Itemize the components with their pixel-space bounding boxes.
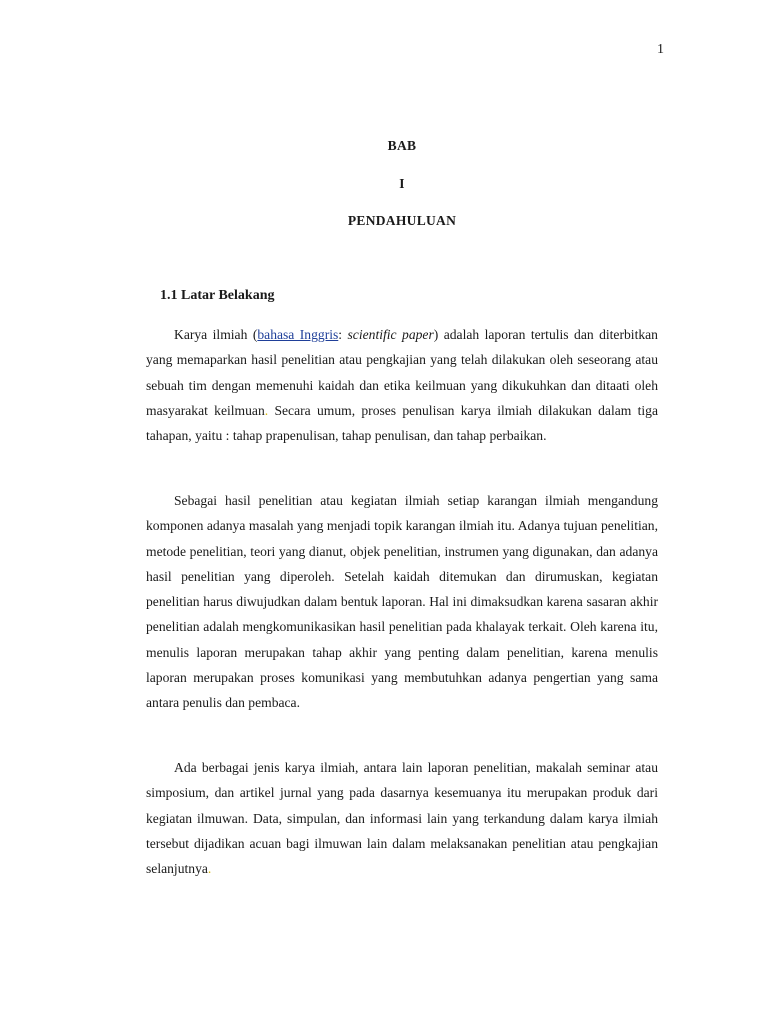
scientific-paper-term: scientific paper [347, 327, 434, 342]
paragraph-1-colon: : [338, 327, 348, 342]
bahasa-inggris-link[interactable]: bahasa Inggris [257, 327, 339, 342]
paragraph-3 [146, 755, 658, 881]
paragraph-2: Sebagai hasil penelitian atau kegiatan ilmiah setiap karangan ilmiah mengandung komponen adanya masalah yang menjadi topik karangan ilmiah itu. Adanya tujuan penelitian, metode penelitian, teori yang dianut, objek penelitian, instrumen yang digunakan, dan adanya hasil penelitian yang diperoleh. Setelah kaidah ditemukan dan dirumuskan, kegiatan penelitian harus diwujudkan dalam bentuk laporan. Hal ini dimaksudkan karena sasaran akhir penelitian adalah mengkomunikasikan hasil penelitian pada khalayak terkait. Oleh karena itu, menulis laporan merupakan tahap akhir yang penting dalam penelitian, karena menulis laporan merupakan proses komunikasi yang membutuhkan adanya pengertian yang sama antara penulis dan pembaca. [146, 493, 658, 711]
page-number: 1 [657, 42, 664, 57]
paragraph-1-body: ) adalah laporan tertulis dan diterbitkan yang memaparkan hasil penelitian atau pengkajian yang telah dilakukan oleh seseorang atau sebuah tim dengan memenuhi kaidah dan etika keilmuan yang dikukuhkan dan ditaati oleh masyarakat keilmuan [146, 327, 658, 418]
chapter-number: I [399, 176, 405, 191]
paragraph-1-tail: Secara umum, proses penulisan karya ilmiah dilakukan dalam tiga tahapan, yaitu : tahap prapenulisan, tahap penulisan, dan tahap perbaikan. [146, 402, 658, 444]
paragraph-1 [146, 322, 658, 448]
chapter-title: PENDAHULUAN [347, 213, 457, 228]
highlighted-period: . [264, 402, 269, 418]
chapter-label: BAB [387, 138, 417, 153]
highlighted-period: . [207, 861, 212, 877]
paragraph-1-intro: Karya ilmiah ( [174, 327, 258, 342]
section-title: 1.1 Latar Belakang [160, 288, 275, 303]
paragraph-3-body: Ada berbagai jenis karya ilmiah, antara lain laporan penelitian, makalah seminar atau simposium, dan artikel jurnal yang pada dasarnya kesemuanya itu merupakan produk dari kegiatan ilmuwan. Data, simpulan, dan informasi lain yang terkandung dalam karya ilmiah tersebut dijadikan acuan bagi ilmuwan lain dalam melaksanakan penelitian atau pengkajian selanjutnya [146, 760, 658, 877]
